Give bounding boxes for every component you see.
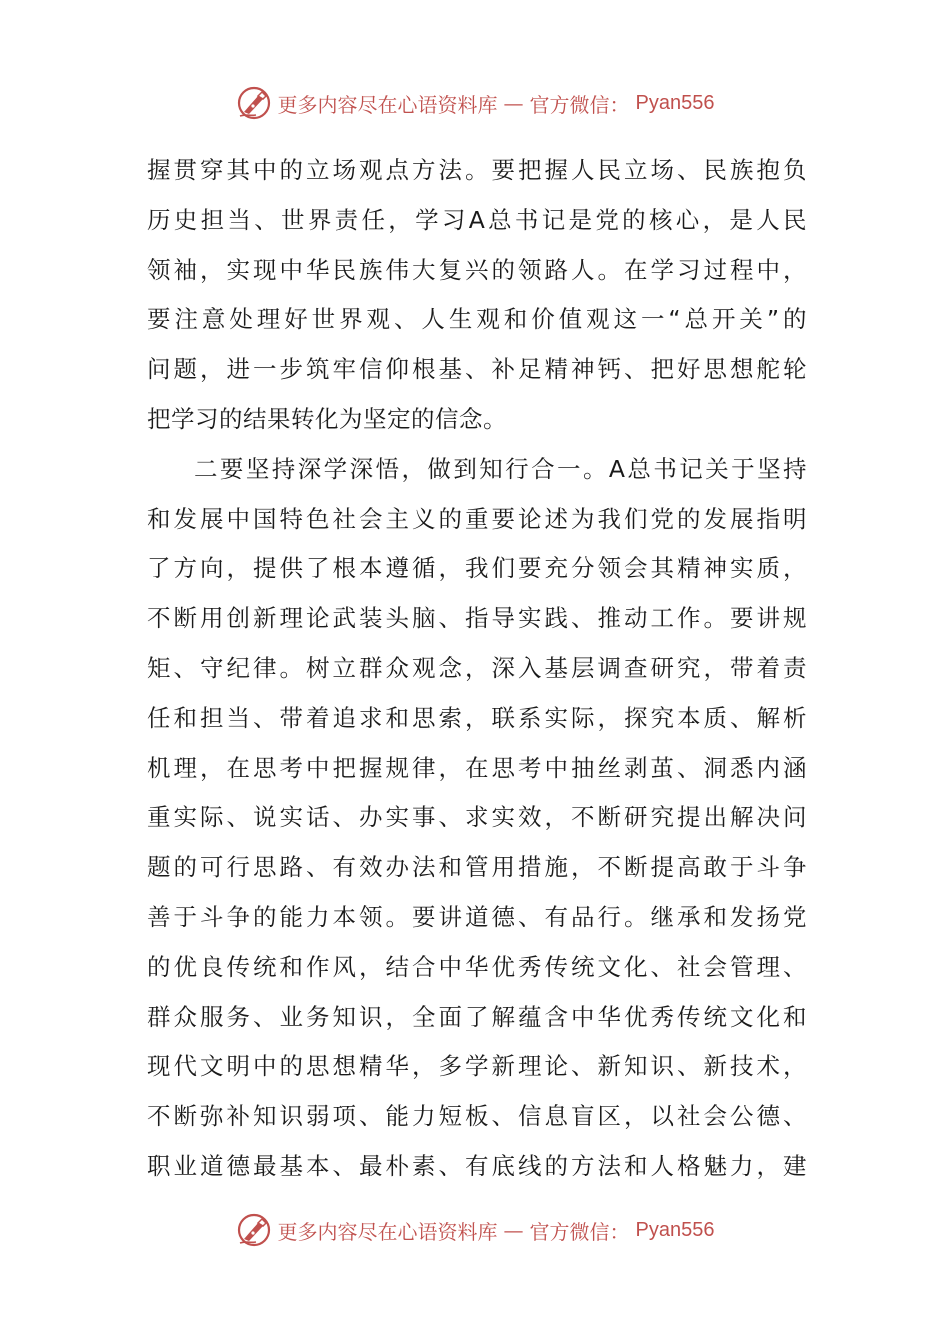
text-line: 矩、守纪律。树立群众观念，深入基层调查研究，带着责 (147, 653, 807, 682)
text-line: 职业道德最基本、最朴素、有底线的方法和人格魅力，建 (147, 1151, 807, 1180)
footer-banner (0, 1210, 950, 1250)
text-line: 握贯穿其中的立场观点方法。要把握人民立场、民族抱负 (147, 156, 807, 184)
text-line: 的优良传统和作风，结合中华优秀传统文化、社会管理、 (147, 952, 807, 981)
banner-wechat-id: Pyan556 (635, 91, 715, 114)
text-line: 不断弥补知识弱项、能力短板、信息盲区，以社会公德、 (147, 1102, 807, 1131)
text-line: 重实际、说实话、办实事、求实效，不断研究提出解决问 (147, 803, 807, 832)
pen-nib-logo-icon (236, 85, 272, 121)
banner-wechat-id: Pyan556 (635, 1218, 715, 1241)
pen-nib-logo-icon (236, 1212, 272, 1248)
text-line: 群众服务、业务知识，全面了解蕴含中华优秀传统文化和 (147, 1002, 807, 1031)
text-line: 题的可行思路、有效办法和管用措施，不断提高敢于斗争 (147, 853, 807, 882)
text-line: 机理，在思考中把握规律，在思考中抽丝剥茧、洞悉内涵 (147, 753, 807, 782)
banner-wechat-label: 官方微信： (529, 1219, 630, 1244)
banner-title: 更多内容尽在心语资料库 (277, 1219, 498, 1244)
text-line: 历史担当、世界责任，学习A总书记是党的核心，是人民 (147, 205, 807, 234)
text-line: 善于斗争的能力本领。要讲道德、有品行。继承和发扬党 (147, 902, 807, 931)
banner-dash: — (503, 91, 524, 115)
banner-title: 更多内容尽在心语资料库 (277, 92, 498, 117)
text-line: 领袖，实现中华民族伟大复兴的领路人。在学习过程中， (147, 255, 807, 284)
text-line: 把学习的结果转化为坚定的信念。 (147, 404, 507, 433)
document-body (147, 146, 807, 1192)
text-line: 了方向，提供了根本遵循，我们要充分领会其精神实质， (147, 554, 807, 583)
text-line: 和发展中国特色社会主义的重要论述为我们党的发展指明 (147, 504, 807, 533)
banner-wechat-label: 官方微信： (529, 92, 630, 117)
text-line: 现代文明中的思想精华，多学新理论、新知识、新技术， (147, 1052, 807, 1081)
text-line: 不断用创新理论武装头脑、指导实践、推动工作。要讲规 (147, 604, 807, 633)
header-banner (0, 83, 950, 123)
paragraph-start-line: 二要坚持深学深悟，做到知行合一。A总书记关于坚持 (194, 454, 807, 483)
text-line: 任和担当、带着追求和思索，联系实际，探究本质、解析 (147, 703, 807, 732)
text-line: 问题，进一步筑牢信仰根基、补足精神钙、把好思想舵轮 (147, 355, 807, 384)
text-line: 要注意处理好世界观、人生观和价值观这一“总开关”的 (147, 305, 807, 334)
banner-dash: — (503, 1218, 524, 1242)
